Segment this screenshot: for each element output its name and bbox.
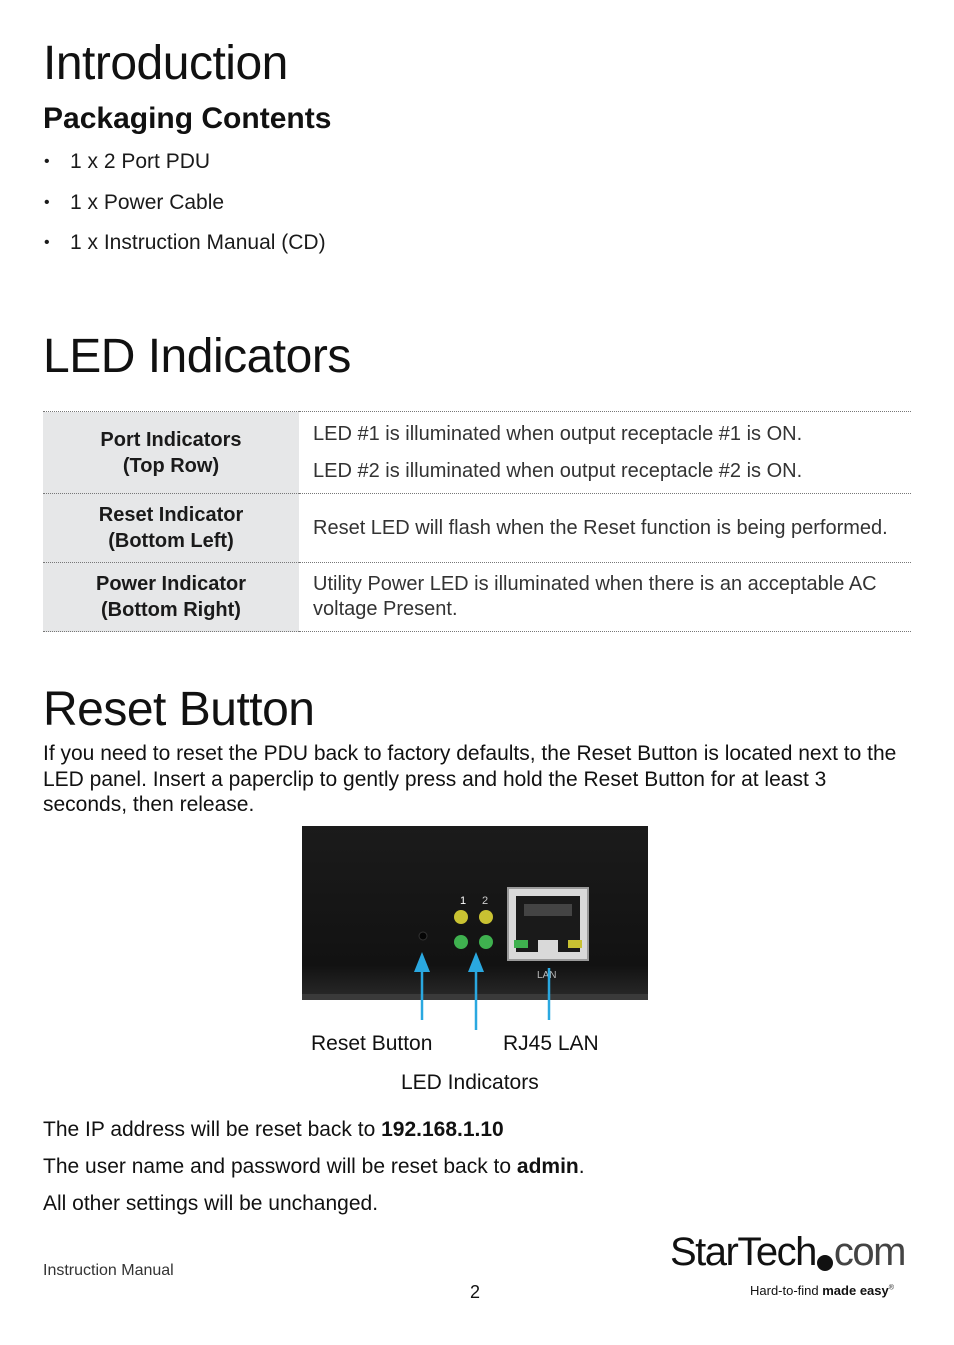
table-row — [43, 494, 911, 563]
reset-instructions: If you need to reset the PDU back to factory defaults, the Reset Button is located next to the LED panel. Insert a paperclip to gently press and hold the Reset Button for at least 3 seconds, then release. — [43, 742, 897, 816]
led-port-2-icon — [479, 910, 493, 924]
row-label: Power Indicator (Bottom Right) — [43, 563, 299, 632]
led-indicators-title: LED Indicators — [43, 330, 351, 383]
footer-doc-type: Instruction Manual — [43, 1262, 174, 1279]
introduction-title: Introduction — [43, 37, 288, 90]
bullet-icon: • — [44, 193, 50, 211]
led-number-2: 2 — [482, 895, 489, 907]
led-arrow-icon — [468, 952, 484, 972]
credentials-value: admin — [516, 1155, 579, 1178]
other-settings-line: All other settings will be unchanged. — [43, 1192, 379, 1215]
reset-arrow-icon — [414, 952, 430, 972]
bullet-icon: • — [44, 234, 50, 251]
table-row — [43, 563, 911, 632]
credentials-reset-line: The user name and password will be reset back to admin. — [43, 1155, 585, 1178]
led-indicator-table — [43, 411, 911, 632]
page-number: 2 — [470, 1282, 481, 1302]
list-item: • 1 x Instruction Manual (CD) — [44, 231, 326, 254]
row-description: LED #1 is illuminated when output receptacle #1 is ON. LED #2 is illuminated when output receptacle #2 is ON. — [299, 412, 911, 494]
packaging-list — [43, 150, 326, 272]
ip-address-value: 192.168.1.10 — [381, 1118, 504, 1141]
list-item: • 1 x 2 Port PDU — [44, 150, 211, 173]
bullet-icon: • — [44, 153, 50, 170]
row-label: Port Indicators (Top Row) — [43, 412, 299, 494]
led-port-1-icon — [454, 910, 468, 924]
ip-reset-line: The IP address will be reset back to 192.168.1.10 — [43, 1118, 504, 1141]
logo-tagline: Hard-to-find made easy® — [750, 1283, 894, 1298]
label-rj45-lan: RJ45 LAN — [503, 1032, 599, 1055]
reset-button-title: Reset Button — [43, 683, 315, 736]
list-item: • 1 x Power Cable — [44, 190, 225, 214]
led-number-1: 1 — [460, 895, 467, 907]
logo-tld: com — [833, 1230, 905, 1274]
label-led-indicators: LED Indicators — [401, 1071, 539, 1094]
reset-pinhole-icon — [419, 932, 427, 940]
packaging-contents-heading: Packaging Contents — [43, 102, 332, 135]
logo-wordmark: StarTech — [670, 1230, 816, 1274]
row-description: Reset LED will flash when the Reset function is being performed. — [299, 494, 911, 563]
startech-logo — [670, 1228, 910, 1304]
row-label: Reset Indicator (Bottom Left) — [43, 494, 299, 563]
row-description: Utility Power LED is illuminated when there is an acceptable AC voltage Present. — [299, 563, 911, 632]
logo-dot-icon — [817, 1255, 833, 1271]
table-row — [43, 412, 911, 494]
callout-arrows — [400, 940, 600, 1030]
label-reset-button: Reset Button — [311, 1032, 433, 1055]
lan-port-text: LAN — [537, 970, 557, 981]
